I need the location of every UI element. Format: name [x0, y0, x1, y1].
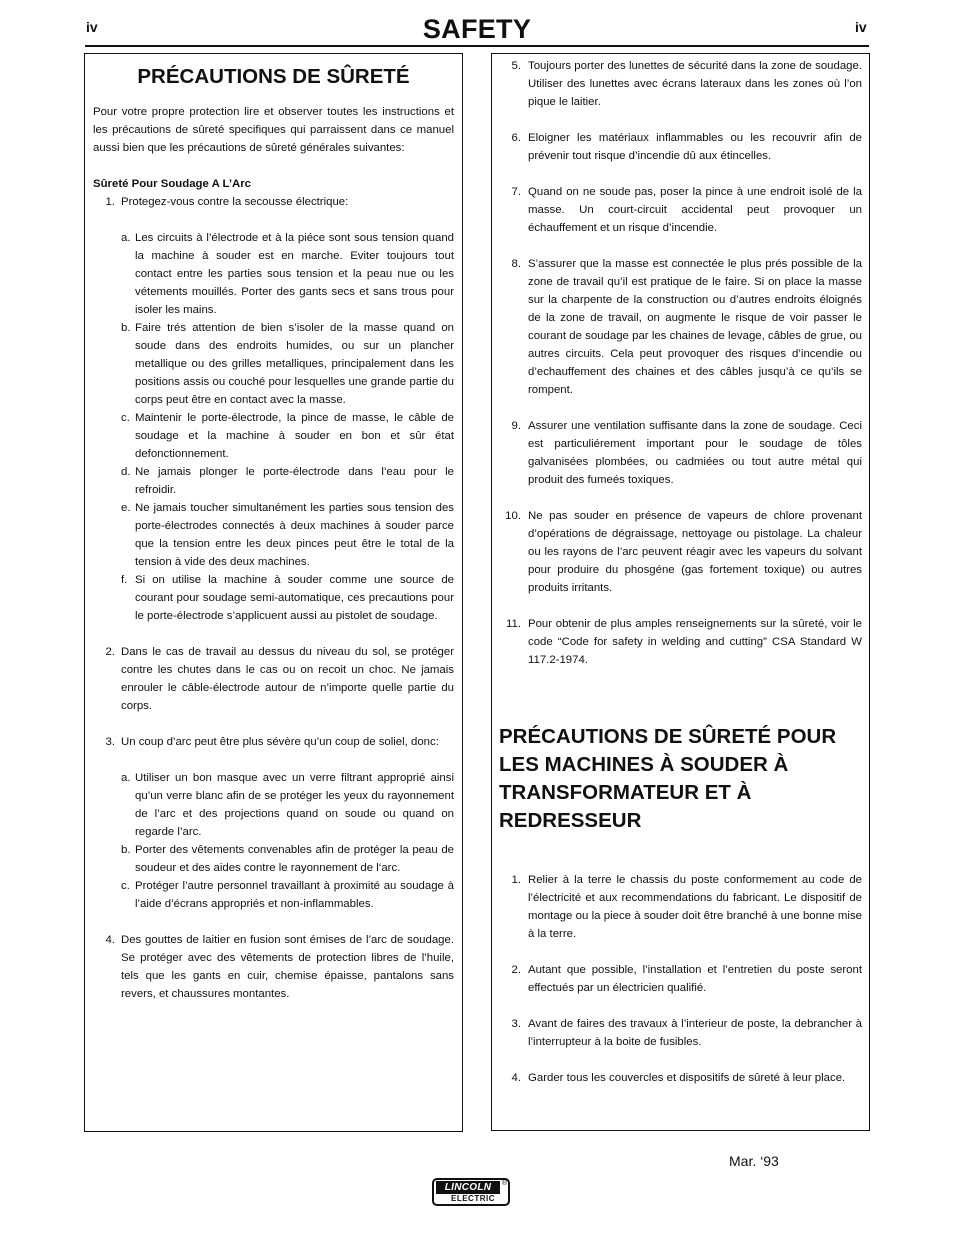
- lincoln-electric-logo: [432, 1178, 510, 1206]
- sub-item-1b: b. Faire trés attention de bien s’isoler de la masse quand on soude dans des endroits humides, ou sur un plancher metallique ou des grilles metalliques, principalement dans les positions assis ou couché pour lesquelles une grande partie du corps peut être en contact avec la masse.: [121, 322, 454, 406]
- transformer-item-4: 4. Garder tous les couvercles et dispositifs de sûreté à leur place.: [511, 1072, 846, 1084]
- list-item-7: 7. Quand on ne soude pas, poser la pince à une endroit isolé de la masse. Un court-circuit accidental peut provoquer un échauffement et un risque d’incendie.: [511, 186, 862, 234]
- sub-item-1f: f. Si on utilise la machine à souder comme une source de courant pour soudage semi-automatique, ces precautions pour le porte-électrode s’applicuent aussi au pistolet de soudage.: [121, 574, 454, 622]
- page-number-left: iv: [86, 19, 98, 35]
- sub-item-1a: a. Les circuits à l’électrode et à la piéce sont sous tension quand la machine à souder est en marche. Eviter toujours tout contact entre les parties sous tension et la peau nue ou les vétements mouillés. Porter des gants secs et sans trous pour isoler les mains.: [121, 232, 454, 316]
- sub-item-1e: e. Ne jamais toucher simultanément les parties sous tension des porte-électrodes connectés à deux machines à souder parce que la tension entre les deux pinces peut être le total de la tension à vide des deux machines.: [121, 502, 454, 568]
- transformer-section-title: PRÉCAUTIONS DE SÛRETÉ POUR LES MACHINES À SOUDER À TRANSFORMATEUR ET À REDRESSEUR: [499, 725, 837, 832]
- header-divider: [85, 45, 869, 47]
- logo-registered-mark: ®: [501, 1180, 507, 1187]
- list-item-3: 3. Un coup d’arc peut être plus sévère qu’un coup de soliel, donc:: [105, 736, 439, 748]
- list-item-5: 5. Toujours porter des lunettes de sécurité dans la zone de soudage. Utiliser des lunettes avec écrans lateraux dans les zones où l’on pique le laitier.: [511, 60, 862, 108]
- transformer-item-2: 2. Autant que possible, l’installation et l’entretien du poste seront effectués par un électricien qualifié.: [511, 964, 862, 994]
- intro-paragraph: Pour votre propre protection lire et observer toutes les instructions et les précautions de sûreté specifiques qui parraissent dans ce manuel aussi bien que les précautions de sûreté générales suivantes:: [93, 106, 454, 154]
- list-item-10: 10. Ne pas souder en présence de vapeurs de chlore provenant d’opérations de dégraissage, nettoyage ou pistolage. La chaleur ou les rayons de l’arc peuvent réagir avec les vapeurs du solvant pour produire du phosgéne (gas fortement toxique) ou autres produits irritants.: [505, 510, 862, 594]
- list-item-6: 6. Eloigner les matériaux inflammables ou les recouvrir afin de prévenir tout risque d’incendie dû aux étincelles.: [511, 132, 862, 162]
- page-title: SAFETY: [422, 14, 532, 44]
- logo-bottom-text: ELECTRIC: [451, 1194, 495, 1203]
- transformer-item-3: 3. Avant de faires des travaux à l’interieur de poste, la debrancher à l’interrupteur à la boite de fusibles.: [511, 1018, 862, 1048]
- transformer-item-1: 1. Relier à la terre le chassis du poste conformement au code de l’électricité et aux recommendations du fabricant. Le dispositif de montage ou la piece à souder doit être branché à une bonne mise à la terre.: [511, 874, 862, 940]
- list-item-1: 1. Protegez-vous contre la secousse électrique:: [105, 196, 349, 208]
- list-item-2: 2. Dans le cas de travail au dessus du niveau du sol, se protéger contre les chutes dans le cas ou on recoit un choc. Ne jamais enrouler le câble-électrode autour de n’importe quelle partie du corps.: [105, 646, 454, 712]
- list-item-9: 9. Assurer une ventilation suffisante dans la zone de soudage. Ceci est particuliérement important pour le soudage de tôles galvanisées plombées, ou cadmiées ou tout autre métal qui produit des fumeés toxiques.: [511, 420, 862, 486]
- list-item-11: 11. Pour obtenir de plus amples renseignements sur la sûreté, voir le code “Code for safety in welding and cutting” CSA Standard W 117.2-1974.: [506, 618, 862, 666]
- left-section-title: PRÉCAUTIONS DE SÛRETÉ: [137, 65, 410, 88]
- revision-date: Mar. ‘93: [729, 1153, 779, 1169]
- sub-item-1c: c. Maintenir le porte-électrode, la pince de masse, le câble de soudage et la machine à souder en bon et sûr état defonctionnement.: [121, 412, 454, 460]
- sub-item-3b: b. Porter des vêtements convenables afin de protéger la peau de soudeur et des aides contre le rayonnement de l‘arc.: [121, 844, 454, 874]
- arc-welding-subhead: Sûreté Pour Soudage A L’Arc: [93, 178, 252, 190]
- logo-top-text: LINCOLN: [436, 1181, 500, 1194]
- page-number-right: iv: [855, 19, 867, 35]
- sub-item-3a: a. Utiliser un bon masque avec un verre filtrant approprié ainsi qu’un verre blanc afin de se protéger les yeux du rayonnement de l’arc et des projections quand on soude ou quand on regarde l’arc.: [121, 772, 454, 838]
- left-column-box: [84, 53, 463, 1132]
- right-column-box: [491, 53, 870, 1131]
- list-item-8: 8. S’assurer que la masse est connectée le plus prés possible de la zone de travail qu’il est pratique de le faire. Si on place la masse sur la charpente de la construction ou d’autres endroits éloignés de la zone de travail, on augmente le risque de voir passer le courant de soudage par les chaines de levage, câbles de grue, ou autres circuits. Cela peut provoquer des risques d’incendie ou d’echauffement des chaines et des câbles jusqu’à ce qu’ils se rompent.: [511, 258, 862, 396]
- sub-item-1d: d. Ne jamais plonger le porte-électrode dans l’eau pour le refroidir.: [121, 466, 454, 496]
- sub-item-3c: c. Protéger l’autre personnel travaillant à proximité au soudage à l’aide d’écrans appropriés et non-inflammables.: [121, 880, 454, 910]
- list-item-4: 4. Des gouttes de laitier en fusion sont émises de l’arc de soudage. Se protéger avec des vêtements de protection libres de l’huile, tels que les gants en cuir, chemise épaisse, pantalons sans revers, et chaussures montantes.: [105, 934, 454, 1000]
